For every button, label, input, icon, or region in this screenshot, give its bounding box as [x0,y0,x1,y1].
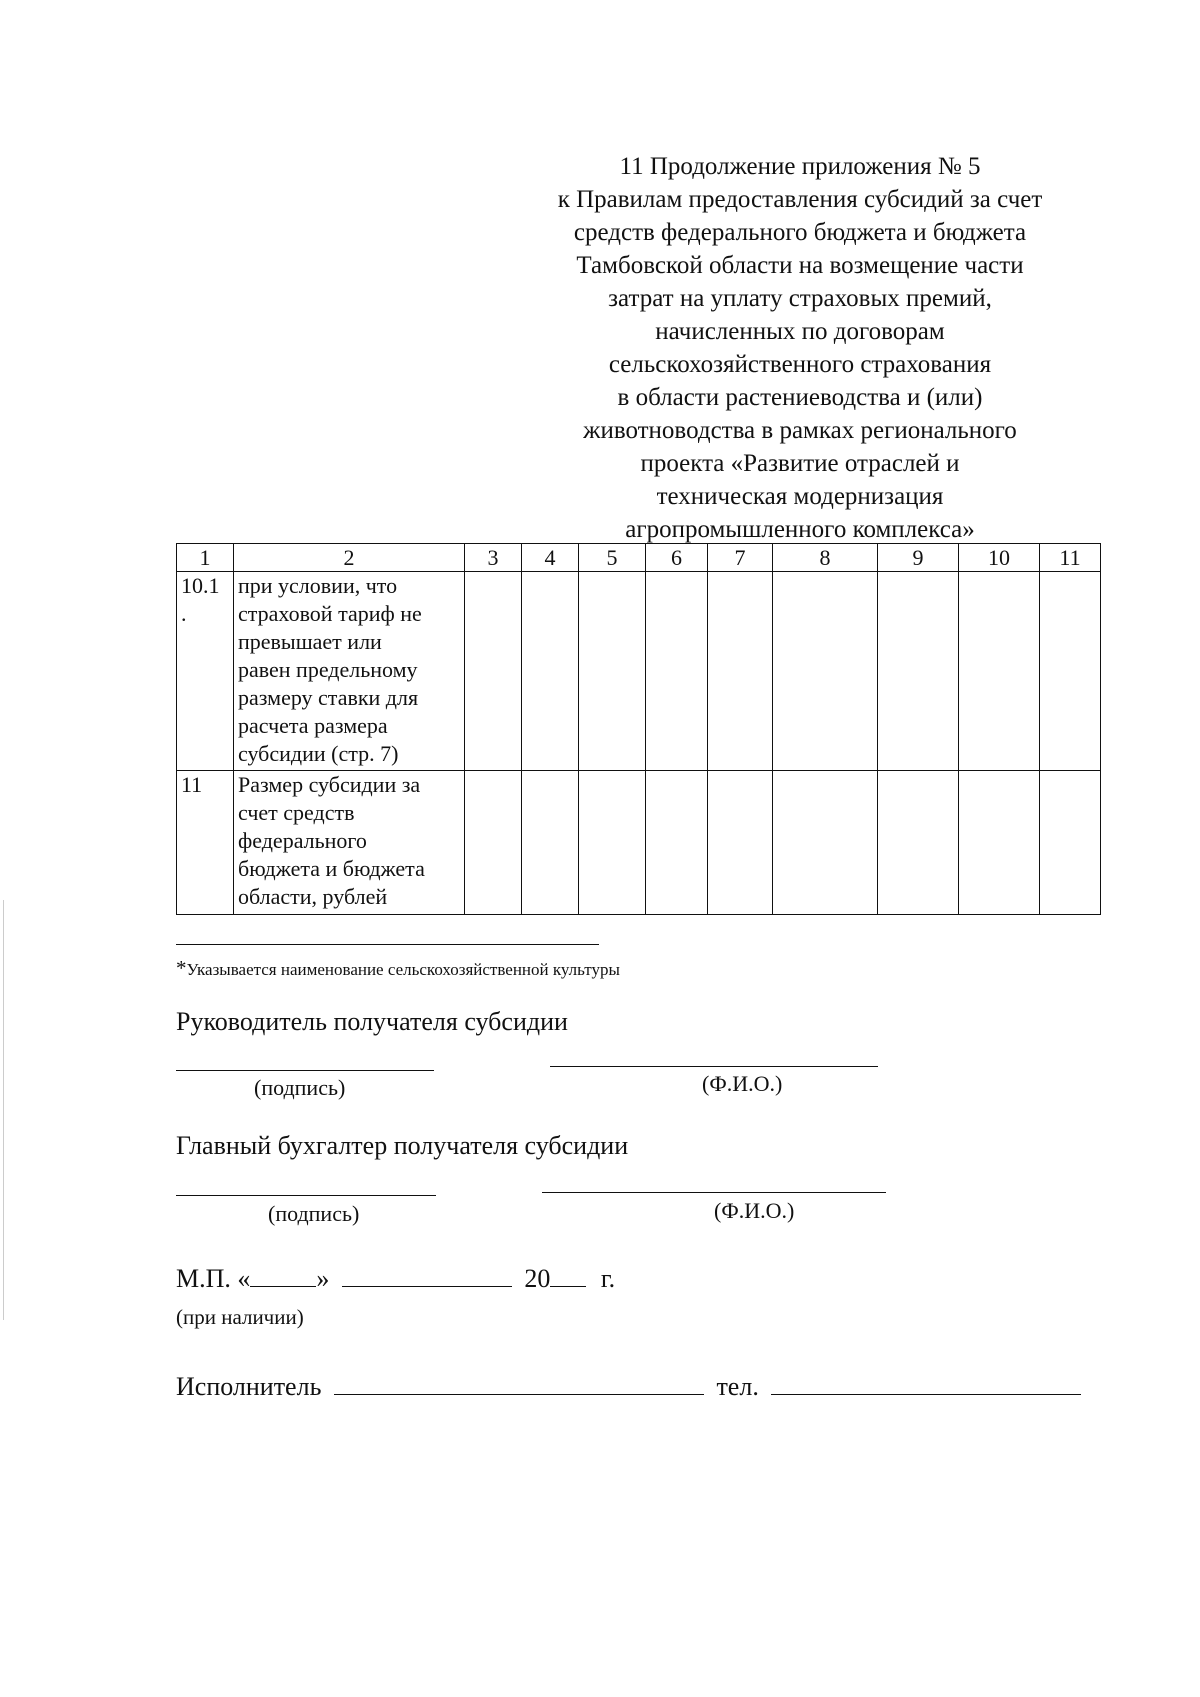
stamp-label: М.П. [176,1264,231,1293]
column-header: 4 [522,544,579,572]
column-header: 1 [177,544,234,572]
accountant-name-line [542,1192,886,1193]
row-number: 11 [177,771,234,915]
column-header: 6 [646,544,708,572]
table-cell [773,771,878,915]
close-quote: » [316,1264,330,1293]
open-quote: « [237,1264,251,1293]
phone-blank [771,1372,1081,1395]
year-suffix: г. [600,1264,616,1293]
header-line: начисленных по договорам [655,318,945,345]
head-name-line [550,1066,878,1067]
table-cell [708,572,773,771]
stamp-date-line [176,1264,615,1294]
executor-line [176,1372,1081,1402]
table-cell [878,771,959,915]
header-line: сельскохозяйственного страхования [608,351,992,378]
accountant-title: Главный бухгалтер получателя субсидии [176,1131,629,1160]
table-row [177,771,1101,915]
accountant-signature-caption: (подпись) [268,1201,360,1226]
column-header: 8 [773,544,878,572]
table-cell [646,572,708,771]
table-cell [1040,572,1101,771]
table-cell [878,572,959,771]
header-line: к Правилам предоставления субсидий за счет [557,186,1043,213]
table-cell [465,572,522,771]
table-cell [773,572,878,771]
table-cell [579,572,646,771]
column-header: 3 [465,544,522,572]
column-header: 5 [579,544,646,572]
table-cell [646,771,708,915]
footnote-separator [176,944,599,945]
footnote-mark: * [176,956,187,980]
accountant-signature-line [176,1195,436,1196]
table-row [177,572,1101,771]
header-line: Тамбовской области на возмещение части [576,252,1024,279]
head-name-caption: (Ф.И.О.) [702,1071,783,1096]
header-line: в области растениеводства и (или) [617,384,983,411]
table-cell [465,771,522,915]
head-title: Руководитель получателя субсидии [176,1007,568,1036]
year-blank [550,1264,586,1287]
header-line: затрат на уплату страховых премий, [608,285,992,312]
row-description: при условии, что страховой тариф не превышает или равен предельному размеру ставки для расчета размера субсидии (стр. 7) [234,572,465,771]
column-header: 2 [234,544,465,572]
header-line: техническая модернизация [656,483,944,510]
column-header: 7 [708,544,773,572]
table-cell [959,771,1040,915]
table-cell [579,771,646,915]
head-signature-line [176,1070,434,1071]
appendix-header [500,150,1100,546]
footnote-text: Указывается наименование сельскохозяйственной культуры [186,960,620,979]
column-header: 10 [959,544,1040,572]
table-cell [522,771,579,915]
table-cell [959,572,1040,771]
table-cell [708,771,773,915]
accountant-name-caption: (Ф.И.О.) [714,1198,795,1223]
scan-edge [3,900,4,1320]
header-line: проекта «Развитие отраслей и [640,450,960,477]
row-number: 10.1 . [177,572,234,771]
head-signature-caption: (подпись) [254,1075,346,1100]
day-blank [250,1264,316,1287]
executor-label: Исполнитель [176,1372,322,1401]
table-cell [1040,771,1101,915]
stamp-note: (при наличии) [176,1305,304,1329]
executor-blank [334,1372,704,1395]
header-line: животноводства в рамках регионального [583,417,1017,444]
month-blank [342,1264,512,1287]
column-header: 9 [878,544,959,572]
column-header: 11 [1040,544,1101,572]
header-line: 11 Продолжение приложения № 5 [619,153,981,180]
footnote [176,956,620,981]
row-description: Размер субсидии за счет средств федерального бюджета и бюджета области, рублей [234,771,465,915]
header-line: агропромышленного комплекса» [625,516,975,543]
header-line: средств федерального бюджета и бюджета [573,219,1027,246]
table-cell [522,572,579,771]
phone-label: тел. [716,1372,759,1401]
subsidy-table [176,543,1101,915]
table-header-row [177,544,1101,572]
year-prefix: 20 [524,1264,551,1293]
